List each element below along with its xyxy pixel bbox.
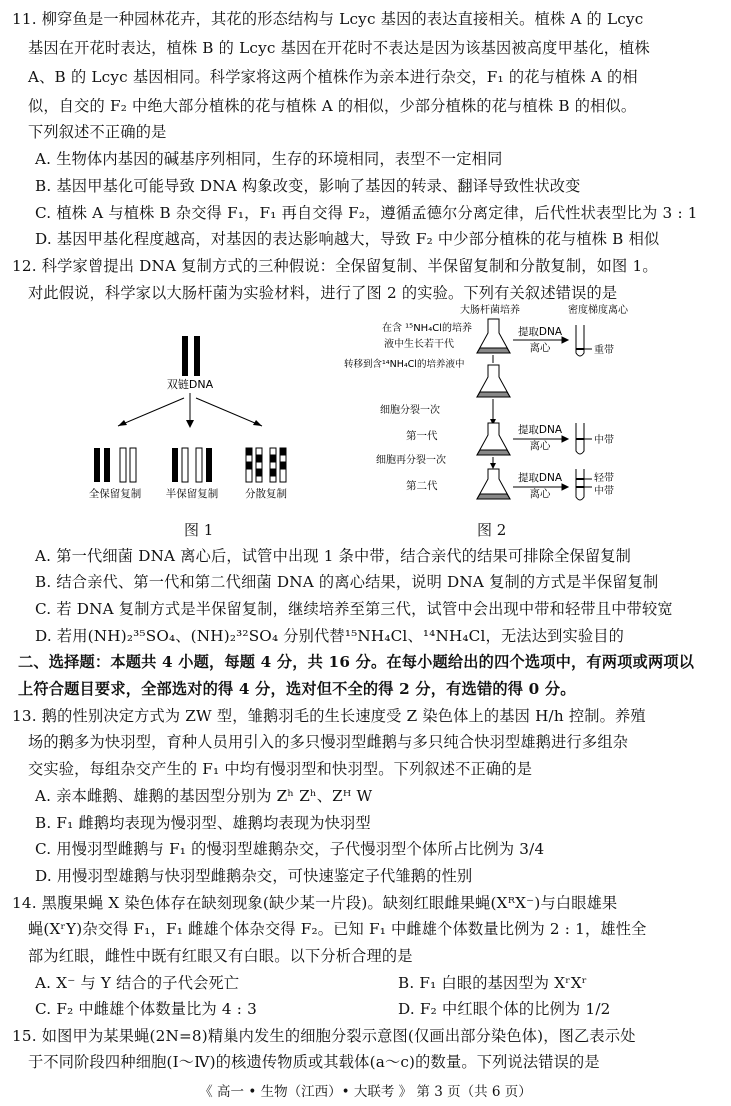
figure-1-dna-replication-hypotheses xyxy=(80,330,320,500)
flask-3-icon xyxy=(477,423,510,455)
fig2-band-mid: 中带 xyxy=(594,435,614,446)
fig2-step1-a: 在含 ¹⁵NH₄Cl的培养 xyxy=(382,323,472,334)
q14-option-a: A. X⁻ 与 Y 结合的子代会死亡 xyxy=(35,974,240,992)
section-2-heading-line-1: 二、选择题：本题共 4 小题，每题 4 分，共 16 分。在每小题给出的四个选项中，有两项或两项以 xyxy=(18,653,695,671)
tube-1-icon xyxy=(576,325,584,356)
q13-option-b: B. F₁ 雌鹅均表现为慢羽型、雄鹅均表现为快羽型 xyxy=(35,814,371,832)
q12-line-1: 12. 科学家曾提出 DNA 复制方式的三种假说：全保留复制、半保留复制和分散复制，如图 1。 xyxy=(12,257,658,275)
fig2-extract-3: 提取DNA xyxy=(517,472,563,484)
fig2-step1-b: 液中生长若干代 xyxy=(384,339,454,350)
q13-option-c: C. 用慢羽型雌鹅与 F₁ 的慢羽型雄鹅杂交，子代慢羽型个体所占比例为 3/4 xyxy=(35,840,545,858)
fig2-band-light: 轻带 xyxy=(594,473,614,484)
fig2-gen1: 第一代 xyxy=(406,430,438,442)
q11-line-4: 似，自交的 F₂ 中绝大部分植株的花与植株 A 的相似，少部分植株的花与植株 B 的相似。 xyxy=(28,97,637,115)
fig2-header-left: 大肠杆菌培养 xyxy=(460,305,520,316)
q14-option-c: C. F₂ 中雌雄个体数量比为 4 : 3 xyxy=(35,1000,258,1018)
q11-line-1: 11. 柳穿鱼是一种园林花卉，其花的形态结构与 Lcyc 基因的表达直接相关。植株 A 的 Lcyc xyxy=(12,10,644,28)
q14-line-2: 蝇(XʳY)杂交得 F₁，F₁ 雌雄个体杂交得 F₂。已知 F₁ 中雌雄个体数量比例为 2 : 1，雄性全 xyxy=(28,920,647,938)
tube-2-icon xyxy=(576,423,584,454)
q12-option-d: D. 若用(NH)₂³⁵SO₄、(NH)₂³²SO₄ 分别代替¹⁵NH₄Cl、¹⁴NH₄Cl，无法达到实验目的 xyxy=(35,627,625,645)
fig1-center-label: 双链DNA xyxy=(166,378,214,391)
q14-line-1: 14. 黑腹果蝇 X 染色体存在缺刻现象(缺少某一片段)。缺刻红眼雌果蝇(XᴿX⁻)与白眼雄果 xyxy=(12,894,618,912)
fig2-extract-2: 提取DNA xyxy=(517,424,563,436)
fig2-divide1: 细胞分裂一次 xyxy=(380,405,440,416)
flask-1-icon xyxy=(477,319,510,353)
fig2-centrifuge-3: 离心 xyxy=(529,488,551,500)
fig2-transfer: 转移到含¹⁴NH₄Cl的培养液中 xyxy=(344,359,465,370)
q11-option-c: C. 植株 A 与植株 B 杂交得 F₁，F₁ 再自交得 F₂，遵循孟德尔分离定律，后代性状表型比为 3 : 1 xyxy=(35,204,698,222)
page-footer: 《 高一 • 生物（江西）• 大联考 》 第 3 页（共 6 页） xyxy=(199,1084,532,1100)
q11-option-d: D. 基因甲基化程度越高，对基因的表达影响越大，导致 F₂ 中少部分植株的花与植株 B 相似 xyxy=(35,230,660,248)
q15-line-2: 于不同阶段四种细胞(Ⅰ～Ⅳ)的核遗传物质或其载体(a～c)的数量。下列说法错误的是 xyxy=(28,1053,600,1071)
q12-option-a: A. 第一代细菌 DNA 离心后，试管中出现 1 条中带，结合亲代的结果可排除全保留复制 xyxy=(35,547,632,565)
q11-line-5: 下列叙述不正确的是 xyxy=(28,123,167,141)
fig2-band-heavy: 重带 xyxy=(594,345,614,356)
q12-line-2: 对此假说，科学家以大肠杆菌为实验材料，进行了图 2 的实验。下列有关叙述错误的是 xyxy=(28,284,618,302)
q13-line-3: 交实验，每组杂交产生的 F₁ 中均有慢羽型和快羽型。下列叙述不正确的是 xyxy=(28,760,533,778)
fig2-divide2: 细胞再分裂一次 xyxy=(376,455,446,466)
q13-option-d: D. 用慢羽型雄鹅与快羽型雌鹅杂交，可快速鉴定子代雏鹅的性别 xyxy=(35,867,473,885)
fig1-label-semiconservative: 半保留复制 xyxy=(165,488,219,500)
semiconservative-replication-icon xyxy=(172,448,212,482)
q15-line-1: 15. 如图甲为某果蝇(2N=8)精巢内发生的细胞分裂示意图(仅画出部分染色体)，图乙表示处 xyxy=(12,1027,636,1045)
flask-2-icon xyxy=(477,365,510,397)
fig1-label-conservative: 全保留复制 xyxy=(88,488,142,500)
q13-line-1: 13. 鹅的性别决定方式为 ZW 型，雏鹅羽毛的生长速度受 Z 染色体上的基因 H/h 控制。养殖 xyxy=(12,707,646,725)
conservative-replication-icon xyxy=(94,448,136,482)
flask-4-icon xyxy=(477,469,510,499)
q11-line-3: A、B 的 Lcyc 基因相同。科学家将这两个植株作为亲本进行杂交，F₁ 的花与植株 A 的相 xyxy=(28,68,638,86)
fig2-gen2: 第二代 xyxy=(406,480,438,492)
fig2-centrifuge-2: 离心 xyxy=(529,440,551,452)
q11-option-b: B. 基因甲基化可能导致 DNA 构象改变，影响了基因的转录、翻译导致性状改变 xyxy=(35,177,581,195)
q13-line-2: 场的鹅多为快羽型，育种人员用引入的多只慢羽型雌鹅与多只纯合快羽型雄鹅进行多组杂 xyxy=(28,733,629,751)
q13-option-a: A. 亲本雌鹅、雄鹅的基因型分别为 Zʰ Zʰ、Zᴴ W xyxy=(35,787,373,805)
q12-option-b: B. 结合亲代、第一代和第二代细菌 DNA 的离心结果，说明 DNA 复制的方式是半保留复制 xyxy=(35,573,659,591)
fig2-extract-1: 提取DNA xyxy=(517,326,563,338)
figure-2-experiment-diagram xyxy=(340,303,670,508)
q14-line-3: 部为红眼，雌性中既有红眼又有白眼。以下分析合理的是 xyxy=(28,947,413,965)
section-2-heading-line-2: 上符合题目要求，全部选对的得 4 分，选对但不全的得 2 分，有选错的得 0 分。 xyxy=(18,680,576,698)
parent-dna-icon xyxy=(182,336,200,376)
q14-option-d: D. F₂ 中红眼个体的比例为 1/2 xyxy=(398,1000,611,1018)
dispersive-replication-icon xyxy=(246,448,286,482)
figure-1-caption: 图 1 xyxy=(184,521,214,539)
fig2-centrifuge-1: 离心 xyxy=(529,342,551,354)
q11-option-a: A. 生物体内基因的碱基序列相同，生存的环境相同，表型不一定相同 xyxy=(35,150,503,168)
q12-option-c: C. 若 DNA 复制方式是半保留复制，继续培养至第三代，试管中会出现中带和轻带且中带较宽 xyxy=(35,600,673,618)
q11-line-2: 基因在开花时表达，植株 B 的 Lcyc 基因在开花时不表达是因为该基因被高度甲基化，植株 xyxy=(28,39,650,57)
tube-3-icon xyxy=(576,469,584,500)
figure-2-caption: 图 2 xyxy=(477,521,507,539)
fig1-label-dispersive: 分散复制 xyxy=(245,488,287,500)
q14-option-b: B. F₁ 白眼的基因型为 XʳXʳ xyxy=(398,974,588,992)
fig2-header-right: 密度梯度离心 xyxy=(568,305,628,316)
fig2-band-mid2: 中带 xyxy=(594,486,614,497)
